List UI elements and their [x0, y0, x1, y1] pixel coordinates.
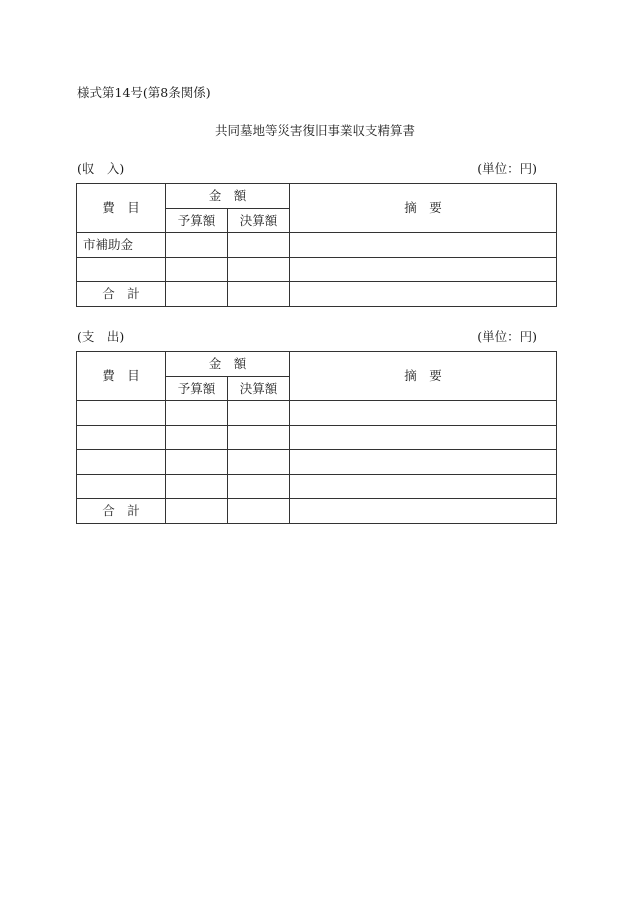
expenditure-row-settlement[interactable] [228, 425, 290, 450]
expenditure-row-remarks[interactable] [290, 425, 557, 450]
income-header-row [77, 184, 557, 209]
income-header-budget: 予算額 [166, 208, 228, 233]
income-row-settlement[interactable] [228, 257, 290, 282]
income-row-settlement[interactable] [228, 233, 290, 258]
table-row [77, 474, 557, 499]
expenditure-row-remarks[interactable] [290, 474, 557, 499]
document-title: 共同墓地等災害復旧事業収支精算書 [214, 123, 415, 138]
expenditure-row-item[interactable] [77, 401, 166, 426]
expenditure-row-remarks[interactable] [290, 450, 557, 475]
expenditure-row-settlement[interactable] [228, 474, 290, 499]
expenditure-row-item[interactable] [77, 474, 166, 499]
income-row-item[interactable]: 市補助金 [77, 233, 166, 258]
income-header-item: 費 目 [77, 184, 166, 233]
income-row-item[interactable] [77, 257, 166, 282]
expenditure-section-label: (支 出) [77, 329, 125, 344]
expenditure-row-remarks[interactable] [290, 401, 557, 426]
expenditure-unit-label: (単位：円) [477, 329, 537, 344]
expenditure-total-label: 合 計 [77, 499, 166, 524]
income-header-settlement: 決算額 [228, 208, 290, 233]
expenditure-header-item: 費 目 [77, 352, 166, 401]
income-header-remarks: 摘 要 [290, 184, 557, 233]
expenditure-total-budget[interactable] [166, 499, 228, 524]
income-total-settlement[interactable] [228, 282, 290, 307]
expenditure-total-settlement[interactable] [228, 499, 290, 524]
expenditure-total-row [77, 499, 557, 524]
income-header-amount: 金 額 [166, 184, 290, 209]
table-row [77, 233, 557, 258]
expenditure-header-remarks: 摘 要 [290, 352, 557, 401]
income-table [76, 183, 557, 307]
income-row-budget[interactable] [166, 257, 228, 282]
expenditure-row-budget[interactable] [166, 450, 228, 475]
expenditure-row-settlement[interactable] [228, 401, 290, 426]
income-row-remarks[interactable] [290, 257, 557, 282]
table-row [77, 425, 557, 450]
expenditure-header-amount: 金 額 [166, 352, 290, 377]
expenditure-total-remarks[interactable] [290, 499, 557, 524]
income-unit-label: (単位：円) [477, 161, 537, 176]
expenditure-header-settlement: 決算額 [228, 376, 290, 401]
income-row-remarks[interactable] [290, 233, 557, 258]
income-row-budget[interactable] [166, 233, 228, 258]
expenditure-header-budget: 予算額 [166, 376, 228, 401]
income-total-budget[interactable] [166, 282, 228, 307]
income-section-label: (収 入) [77, 161, 125, 176]
expenditure-row-item[interactable] [77, 450, 166, 475]
income-total-label: 合 計 [77, 282, 166, 307]
expenditure-row-settlement[interactable] [228, 450, 290, 475]
table-row [77, 450, 557, 475]
expenditure-row-item[interactable] [77, 425, 166, 450]
form-number: 様式第14号(第8条関係) [77, 85, 211, 100]
expenditure-header-row [77, 352, 557, 377]
expenditure-table [76, 351, 557, 524]
table-row [77, 257, 557, 282]
expenditure-row-budget[interactable] [166, 425, 228, 450]
expenditure-row-budget[interactable] [166, 474, 228, 499]
expenditure-row-budget[interactable] [166, 401, 228, 426]
table-row [77, 401, 557, 426]
income-total-row [77, 282, 557, 307]
income-total-remarks[interactable] [290, 282, 557, 307]
